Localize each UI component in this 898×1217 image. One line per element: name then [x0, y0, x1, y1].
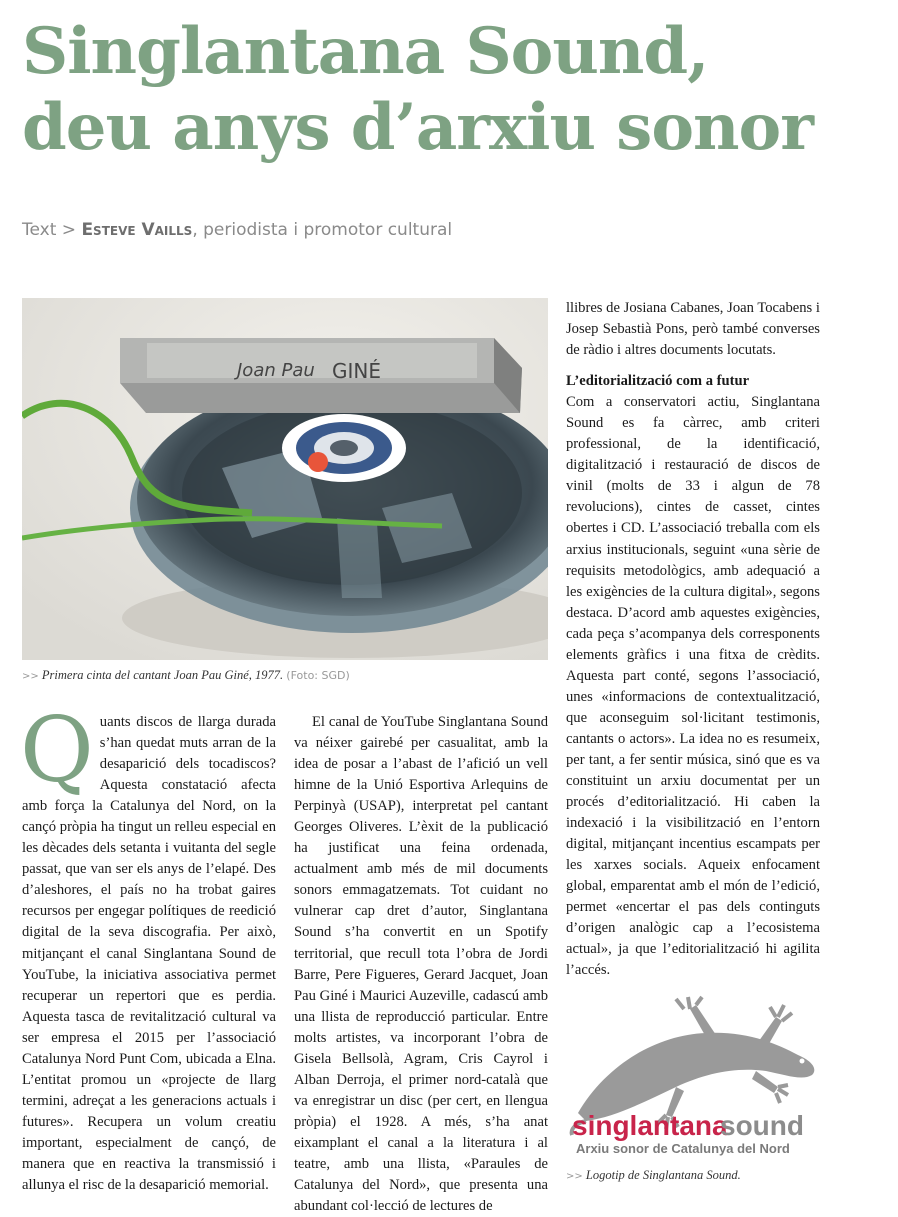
logo-word-singlantana: singlantana — [572, 1110, 728, 1141]
byline-prefix: Text > — [22, 220, 82, 240]
drop-cap: Q — [20, 698, 94, 803]
logo-word-sound: sound — [720, 1110, 804, 1141]
column-2-text: El canal de YouTube Singlantana Sound va néixer gairebé per casualitat, amb la idea de posar a l’abast de l’afició un vell himne de la Unió Esportiva Arlequins de Perpinyà (USAP), interpretat pel cantant Georges Oliveres. L’èxit de la publicació ha justificat una feina ordenada, actualment amb més de mil documents sonors emmagatzemats. Tot cuidant no vulnerar cap dret d’autor, Singlantana Sound s’ha convertit en un Spotify territorial, que recull tota l’obra de Jordi Barre, Pere Figueres, Gerard Jacquet, Joan Pau Giné i Maurici Auzeville, cadascú amb una llista de reproducció particular. Entre molts artistes, va incorporant l’obra de Gisela Bellsolà, Agram, Cris Cayrol i Alban Derroja, el primer nord-català que va enregistrar un disc (per cert, en llengua pròpia) el 1928. A més, s’ha anat eixamplant el canal a la literatura i al teatre, amb una llista, «Paraules de Catalunya del Nord», que presenta una abundant col·lecció de lectures de — [294, 714, 548, 1215]
article-column-1 — [20, 698, 276, 1196]
article-column-2 — [294, 712, 548, 1217]
column-3-text: llibres de Josiana Cabanes, Joan Tocabens i Josep Sebastià Pons, però també converses de ràdio i altres documents locutats. — [566, 300, 820, 359]
section-subhead: L’editorialització com a futur — [566, 373, 750, 390]
handwritten-label: Joan Pau — [237, 360, 315, 381]
byline — [22, 220, 452, 240]
column-3-text-2: Com a conservatori actiu, Singlantana Sound es fa càrrec, amb criteri professional, de la identificació, digitalització i restauració de discos de vinil (molts de 33 i algun de 78 revolucions), cintes de casset, cintes obertes i CD. L’associació treballa com els arxius institucionals, seguint «una sèrie de requisits metodològics, amb adequació a les exigències de la cultura digital», segons destaca. D’acord amb aquestes exigències, cada peça s’acompanya dels corresponents elements gràfics i una fitxa de crèdits. Aquesta part conté, segons l’associació, unes «informacions de contextualització, que aconseguim sol·licitant testimonis, cantants o actors». La idea no es resumeix, per tant, a fer sentir música, sinó que es va constituint un arxiu documentat per un procés d’editorialització. Hi caben la indexació i la visibilització en l’entorn digital, mitjançant incentius escampats per les xarxes socials. Aqueix enfocament global, emparentat amb el món de l’edició, permet «encertar el pas dels continguts d’origen analògic cap a l’ecosistema actual», ja que l’editorialització hi agilita l’accés. — [566, 394, 820, 979]
title-line-1: Singlantana Sound, — [22, 14, 709, 89]
photo-caption — [22, 668, 350, 683]
singlantana-logo — [566, 995, 826, 1165]
handwritten-name: GINÉ — [332, 359, 381, 383]
logo-caption-arrows: >> — [566, 1171, 583, 1182]
byline-author: Esteve Vaills — [81, 220, 193, 240]
logo-caption-text: Logotip de Singlantana Sound. — [585, 1168, 741, 1182]
caption-text: Primera cinta del cantant Joan Pau Giné, 1977. — [41, 668, 284, 682]
logo-tagline: Arxiu sonor de Catalunya del Nord — [576, 1141, 790, 1156]
caption-credit: (Foto: SGD) — [286, 669, 350, 682]
article-title — [22, 14, 882, 166]
column-1-text: uants discos de llarga durada s’han quedat muts arran de la desaparició dels tocadiscos? Aquesta constatació afecta amb força la Catalunya del Nord, on la cançó pròpia ha tingut un relleu especial en les dècades dels setanta i vuitanta del segle passat, que van ser els anys de l’elapé. Des d’aleshores, el país no ha trobat gaires recursos per engegar polítiques de reedició digital de la seva discografia. Per això, mitjançant el canal Singlantana Sound de YouTube, la iniciativa associativa permet recuperar un repertori que es perdia. Aquesta tasca de revitalització cultural va ser empresa el 2015 per l’associació Catalunya Nord Punt Com, ubicada a Elna. L’entitat promou un «projecte de llarg termini, adreçat a les generacions actuals i futures». Recupera un volum creatiu important, especialment de cançó, de manera que en reactiva la transmissió i allunya el risc de la desaparició memorial. — [22, 714, 276, 1194]
byline-role: , periodista i promotor cultural — [192, 220, 453, 240]
title-line-2: deu anys d’arxiu sonor — [22, 90, 813, 165]
logo-caption — [566, 1168, 741, 1183]
tape-reel-photo — [22, 298, 548, 660]
article-column-3 — [566, 298, 820, 982]
caption-arrows: >> — [22, 671, 39, 682]
